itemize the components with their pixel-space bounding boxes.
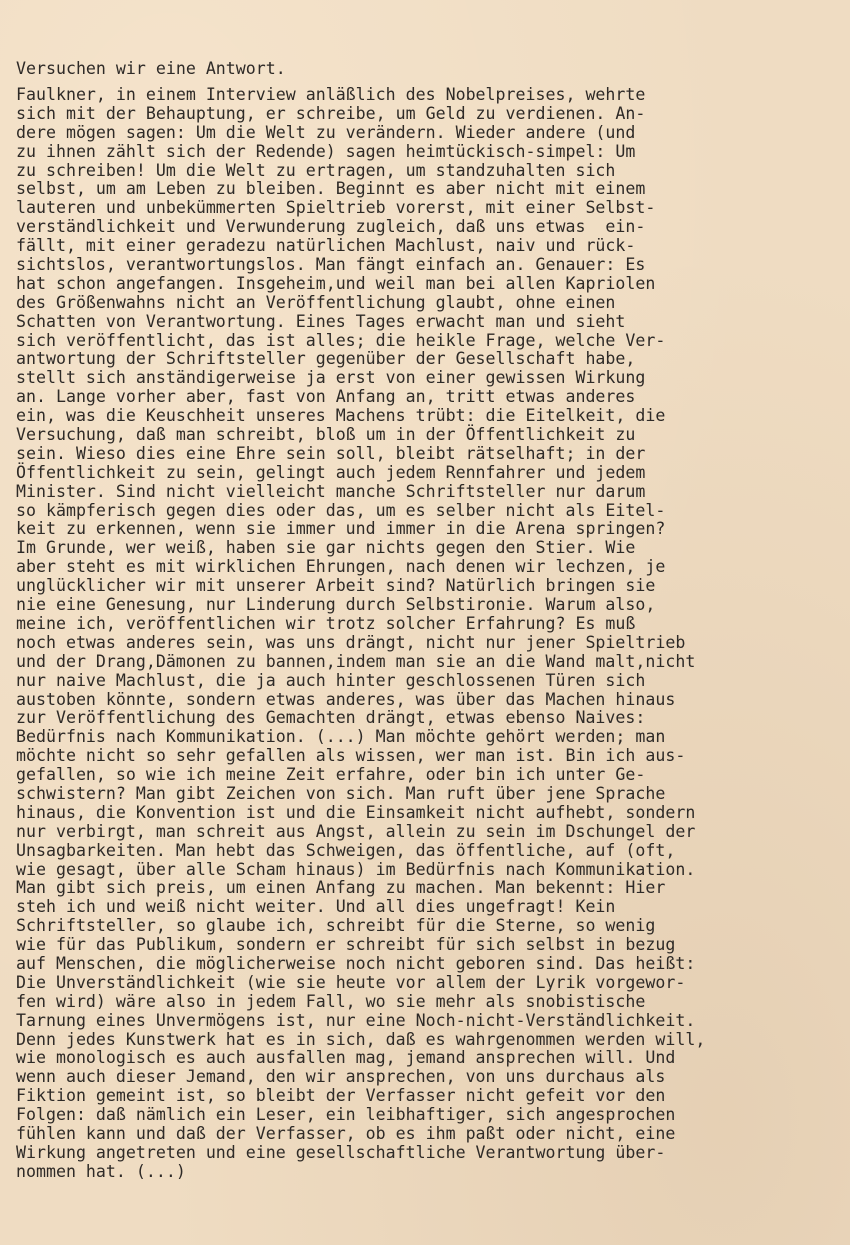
text-line: unglücklicher wir mit unserer Arbeit sind? Natürlich bringen sie	[16, 576, 656, 596]
text-line: fen wird) wäre also in jedem Fall, wo sie mehr als snobistische	[16, 991, 646, 1011]
text-line: Schriftsteller, so glaube ich, schreibt für die Sterne, so wenig	[16, 916, 656, 936]
text-line: meine ich, veröffentlichen wir trotz solcher Erfahrung? Es muß	[16, 613, 636, 633]
text-line: Minister. Sind nicht vielleicht manche Schriftsteller nur darum	[16, 481, 646, 501]
text-line: des Größenwahns nicht an Veröffentlichung glaubt, ohne einen	[16, 292, 616, 312]
text-line: Unsagbarkeiten. Man hebt das Schweigen, das öffentliche, auf (oft,	[16, 840, 676, 860]
text-line: fällt, mit einer geradezu natürlichen Machlust, naiv und rück-	[16, 236, 636, 256]
text-line: wie monologisch es auch ausfallen mag, jemand ansprechen will. Und	[16, 1048, 676, 1068]
text-line: möchte nicht so sehr gefallen als wissen, wer man ist. Bin ich aus-	[16, 746, 686, 766]
text-line: Bedürfnis nach Kommunikation. (...) Man möchte gehört werden; man	[16, 727, 666, 747]
text-line: Die Unverständlichkeit (wie sie heute vor allem der Lyrik vorgewor-	[16, 972, 686, 992]
typewritten-page	[16, 57, 846, 1182]
page-heading: Versuchen wir eine Antwort.	[16, 59, 286, 78]
text-line: aber steht es mit wirklichen Ehrungen, nach denen wir lechzen, je	[16, 557, 666, 577]
text-line: gefallen, so wie ich meine Zeit erfahre, oder bin ich unter Ge-	[16, 765, 646, 785]
text-line: wie für das Publikum, sondern er schreibt für sich selbst in bezug	[16, 935, 676, 955]
text-line: auf Menschen, die möglicherweise noch nicht geboren sind. Das heißt:	[16, 953, 696, 973]
text-line: zur Veröffentlichung des Gemachten drängt, etwas ebenso Naives:	[16, 708, 646, 728]
text-line: nur naive Machlust, die ja auch hinter geschlossenen Türen sich	[16, 670, 646, 690]
text-line: Folgen: daß nämlich ein Leser, ein leibhaftiger, sich angesprochen	[16, 1105, 676, 1125]
text-line: Im Grunde, wer weiß, haben sie gar nichts gegen den Stier. Wie	[16, 538, 636, 558]
text-line: hat schon angefangen. Insgeheim,und weil man bei allen Kapriolen	[16, 273, 656, 293]
text-line: zu ihnen zählt sich der Redende) sagen heimtückisch-simpel: Um	[16, 141, 636, 161]
text-line: Versuchung, daß man schreibt, bloß um in der Öffentlichkeit zu	[16, 425, 636, 445]
text-line: sich mit der Behauptung, er schreibe, um Geld zu verdienen. An-	[16, 103, 646, 123]
text-line: selbst, um am Leben zu bleiben. Beginnt es aber nicht mit einem	[16, 179, 646, 199]
text-line: sichtslos, verantwortungslos. Man fängt einfach an. Genauer: Es	[16, 255, 646, 275]
text-line: Schatten von Verantwortung. Eines Tages erwacht man und sieht	[16, 311, 626, 331]
text-line: nie eine Genesung, nur Linderung durch Selbstironie. Warum also,	[16, 595, 656, 615]
text-line: nur verbirgt, man schreit aus Angst, allein zu sein im Dschungel der	[16, 821, 696, 841]
text-line: stellt sich anständigerweise ja erst von einer gewissen Wirkung	[16, 368, 646, 388]
text-line: Fiktion gemeint ist, so bleibt der Verfasser nicht gefeit vor den	[16, 1086, 666, 1106]
text-line: steh ich und weiß nicht weiter. Und all dies ungefragt! Kein	[16, 897, 616, 917]
text-line: wenn auch dieser Jemand, den wir ansprechen, von uns durchaus als	[16, 1067, 666, 1087]
text-line: Faulkner, in einem Interview anläßlich des Nobelpreises, wehrte	[16, 85, 646, 104]
text-line: Tarnung eines Unvermögens ist, nur eine Noch-nicht-Verständlichkeit.	[16, 1010, 696, 1030]
body-text	[16, 86, 846, 1182]
text-line: ein, was die Keuschheit unseres Machens trübt: die Eitelkeit, die	[16, 406, 666, 426]
text-line: wie gesagt, über alle Scham hinaus) im Bedürfnis nach Kommunikation.	[16, 859, 696, 879]
text-line: Wirkung angetreten und eine gesellschaftliche Verantwortung über-	[16, 1142, 666, 1162]
text-line: austoben könnte, sondern etwas anderes, was über das Machen hinaus	[16, 689, 676, 709]
text-line: fühlen kann und daß der Verfasser, ob es ihm paßt oder nicht, eine	[16, 1123, 676, 1143]
text-line: an. Lange vorher aber, fast von Anfang an, tritt etwas anderes	[16, 387, 636, 407]
text-line: Denn jedes Kunstwerk hat es in sich, daß es wahrgenommen werden will,	[16, 1029, 706, 1049]
text-line: sein. Wieso dies eine Ehre sein soll, bleibt rätselhaft; in der	[16, 443, 646, 463]
text-line: schwistern? Man gibt Zeichen von sich. Man ruft über jene Sprache	[16, 783, 666, 803]
text-line: noch etwas anderes sein, was uns drängt, nicht nur jener Spieltrieb	[16, 632, 686, 652]
text-line: sich veröffentlicht, das ist alles; die heikle Frage, welche Ver-	[16, 330, 666, 350]
text-line: so kämpferisch gegen dies oder das, um es selber nicht als Eitel-	[16, 500, 666, 520]
text-line: hinaus, die Konvention ist und die Einsamkeit nicht aufhebt, sondern	[16, 802, 696, 822]
text-line: Man gibt sich preis, um einen Anfang zu machen. Man bekennt: Hier	[16, 878, 666, 898]
text-line: und der Drang,Dämonen zu bannen,indem man sie an die Wand malt,nicht	[16, 651, 696, 671]
text-line: zu schreiben! Um die Welt zu ertragen, um standzuhalten sich	[16, 160, 616, 180]
text-line: dere mögen sagen: Um die Welt zu verändern. Wieder andere (und	[16, 122, 636, 142]
text-line: nommen hat. (...)	[16, 1161, 186, 1181]
text-line: keit zu erkennen, wenn sie immer und immer in die Arena springen?	[16, 519, 666, 539]
text-line: Öffentlichkeit zu sein, gelingt auch jedem Rennfahrer und jedem	[16, 462, 646, 482]
text-line: antwortung der Schriftsteller gegenüber der Gesellschaft habe,	[16, 349, 636, 369]
text-line: verständlichkeit und Verwunderung zugleich, daß uns etwas ein-	[16, 217, 646, 237]
text-line: lauteren und unbekümmerten Spieltrieb vorerst, mit einer Selbst-	[16, 198, 656, 218]
